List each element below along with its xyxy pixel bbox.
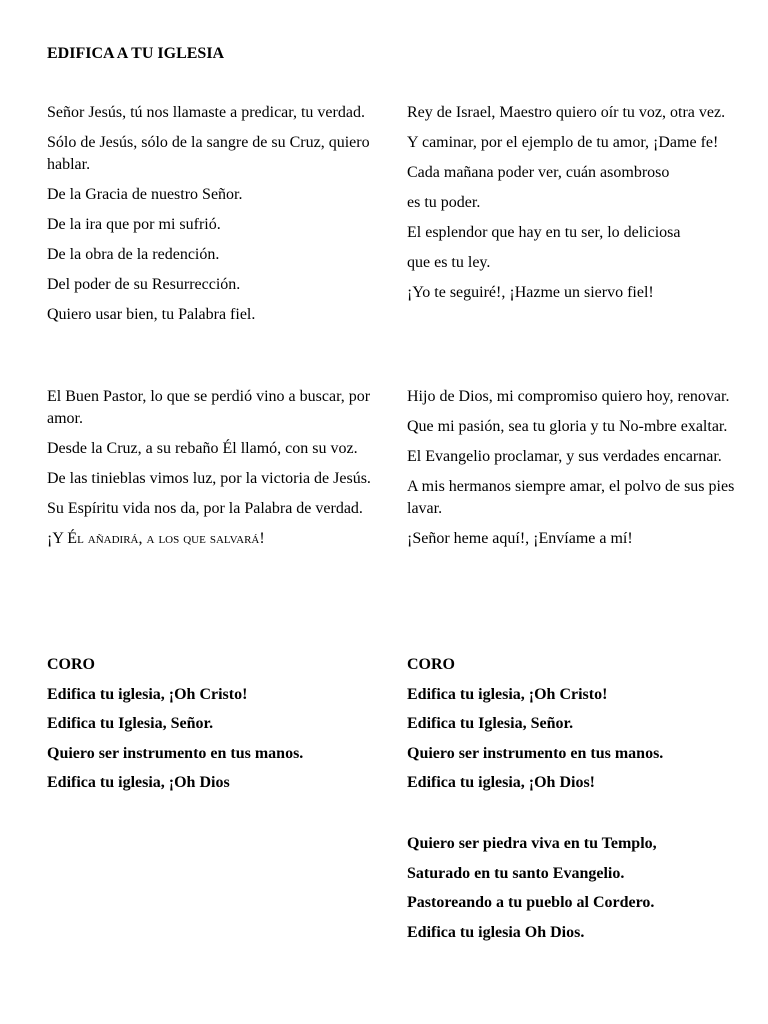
lyric-line: De la Gracia de nuestro Señor.: [47, 186, 243, 203]
chorus-line: Edifica tu Iglesia, Señor.: [47, 715, 214, 732]
lyric-line: ¡Y Él añadirá, a los que salvará!: [47, 530, 265, 547]
lyric-line: De la ira que por mi sufrió.: [47, 216, 221, 233]
chorus-title: CORO: [407, 656, 455, 673]
chorus-line: Quiero ser instrumento en tus manos.: [407, 744, 664, 762]
lyric-line: El Buen Pastor, lo que se perdió vino a buscar, por amor.: [47, 388, 371, 427]
lyric-line: Quiero usar bien, tu Palabra fiel.: [47, 306, 256, 323]
chorus-line: Edifica tu iglesia, ¡Oh Cristo!: [47, 685, 248, 703]
lyric-line: Su Espíritu vida nos da, por la Palabra de verdad.: [47, 500, 363, 517]
chorus-title: CORO: [47, 656, 95, 673]
chorus-line: Edifica tu iglesia, ¡Oh Dios: [47, 774, 230, 791]
lyric-line: Cada mañana poder ver, cuán asombroso: [407, 164, 670, 181]
lyric-line: Señor Jesús, tú nos llamaste a predicar, tu verdad.: [47, 104, 365, 121]
chorus-line: Edifica tu iglesia, ¡Oh Dios!: [407, 774, 596, 791]
lyric-line: El Evangelio proclamar, y sus verdades encarnar.: [407, 448, 722, 465]
left-stanza-2: [47, 386, 377, 558]
left-chorus: [47, 654, 377, 802]
right-chorus: [407, 654, 737, 802]
lyric-line: El esplendor que hay en tu ser, lo deliciosa: [407, 224, 681, 241]
lyric-line: A mis hermanos siempre amar, el polvo de sus pies lavar.: [407, 478, 735, 517]
chorus-line: Quiero ser instrumento en tus manos.: [47, 744, 304, 762]
left-stanza-1: [47, 102, 377, 334]
lyric-line: Sólo de Jesús, sólo de la sangre de su Cruz, quiero hablar.: [47, 134, 370, 173]
lyric-line: ¡Yo te seguiré!, ¡Hazme un siervo fiel!: [407, 284, 654, 301]
page-title: EDIFICA A TU IGLESIA: [47, 45, 225, 62]
right-stanza-2: [407, 386, 737, 558]
right-final-verse: [407, 833, 737, 951]
lyric-line: Desde la Cruz, a su rebaño Él llamó, con su voz.: [47, 440, 358, 457]
lyric-line: De la obra de la redención.: [47, 246, 220, 263]
lyric-line: ¡Señor heme aquí!, ¡Envíame a mí!: [407, 530, 633, 547]
lyric-line: Hijo de Dios, mi compromiso quiero hoy, renovar.: [407, 388, 730, 405]
right-stanza-1: [407, 102, 737, 312]
lyric-line: Que mi pasión, sea tu gloria y tu No-mbre exaltar.: [407, 418, 728, 435]
lyric-line: es tu poder.: [407, 194, 481, 211]
lyric-line: Rey de Israel, Maestro quiero oír tu voz, otra vez.: [407, 104, 726, 121]
lyric-line: que es tu ley.: [407, 254, 491, 271]
lyric-line: De las tinieblas vimos luz, por la victoria de Jesús.: [47, 470, 371, 487]
final-line: Edifica tu iglesia Oh Dios.: [407, 923, 585, 941]
lyric-line: Del poder de su Resurrección.: [47, 276, 241, 293]
final-line: Pastoreando a tu pueblo al Cordero.: [407, 894, 655, 911]
chorus-line: Edifica tu Iglesia, Señor.: [407, 715, 574, 732]
final-line: Quiero ser piedra viva en tu Templo,: [407, 835, 657, 852]
lyric-line: Y caminar, por el ejemplo de tu amor, ¡Dame fe!: [407, 134, 719, 151]
final-line: Saturado en tu santo Evangelio.: [407, 864, 625, 882]
chorus-line: Edifica tu iglesia, ¡Oh Cristo!: [407, 685, 608, 703]
